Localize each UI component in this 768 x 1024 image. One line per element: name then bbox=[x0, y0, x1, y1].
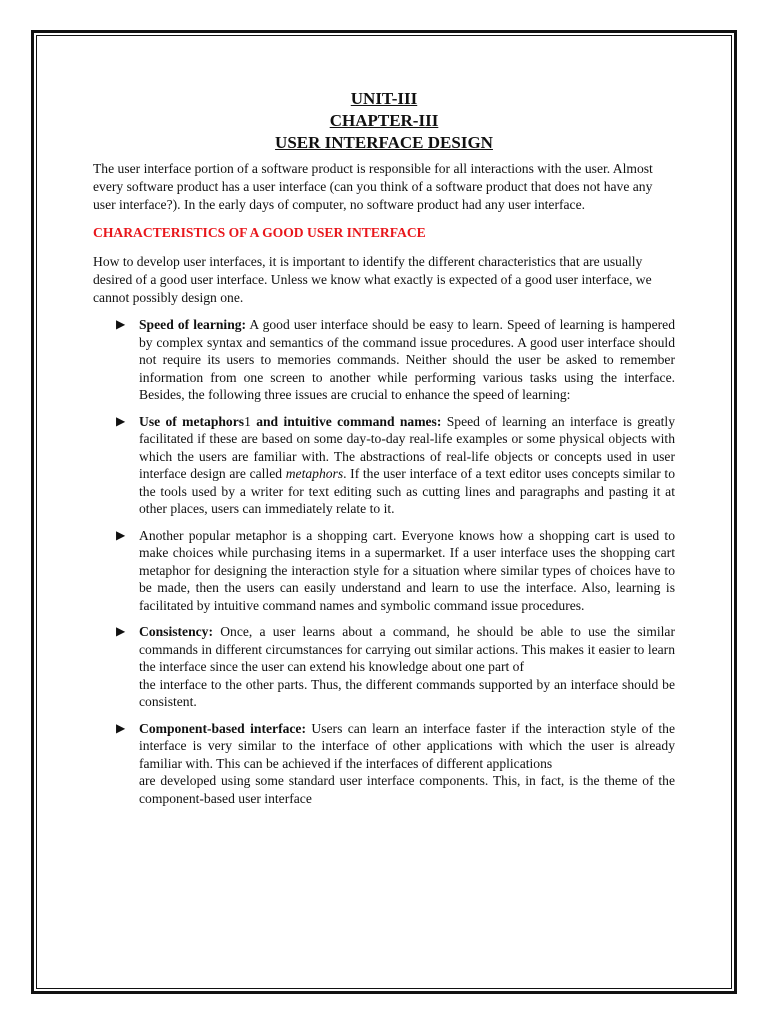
bullet-arrow-icon: ▶ bbox=[116, 527, 126, 542]
bullet-text: Another popular metaphor is a shopping cart. Everyone knows how a shopping cart is used to make choices while purchasing items in a supermarket. If a user interface uses the shopping cart metaphor for designing the interaction style for a situation where similar types of choices have to be made, then the users can easily understand and learn to use the interface. Also, learning is facilitated by intuitive command names and symbolic command issue procedures. bbox=[139, 527, 675, 613]
topic-title: USER INTERFACE DESIGN bbox=[275, 133, 493, 152]
bullet-consistency bbox=[93, 623, 675, 711]
bullet-text: Speed of learning an interface is greatly facilitated if these are based on some day-to-day real-life examples or some physical objects with which the users are familiar with. The abstractions of real-life objects or concepts used in user interface design are called bbox=[139, 413, 675, 481]
intro-paragraph: The user interface portion of a software product is responsible for all interactions with the user. Almost every software product has a user interface (can you think of a software product that does not have any user interface?). In the early days of computer, no software product had any user interface. bbox=[93, 161, 653, 212]
bullet-text-continued: are developed using some standard user interface components. This, in fact, is the theme of the component-based user interface bbox=[139, 773, 675, 806]
title-block bbox=[93, 88, 675, 154]
bullet-text: Once, a user learns about a command, he should be able to use the similar commands in different circumstances for carrying out similar actions. This makes it easier to learn the interface since the user can extend his knowledge about one part of bbox=[139, 624, 675, 674]
bullet-use-of-metaphors bbox=[93, 413, 675, 518]
bullet-arrow-icon: ▶ bbox=[116, 720, 126, 735]
bullet-text: Users can learn an interface faster if the interaction style of the interface is very similar to the interface of other applications with which the user is already familiar with. This can be achieved if the interfaces of different applications bbox=[139, 720, 675, 771]
bullet-term: Component-based interface: bbox=[139, 720, 306, 736]
bullet-arrow-icon: ▶ bbox=[116, 413, 126, 428]
bullet-arrow-icon: ▶ bbox=[116, 624, 126, 638]
document-body bbox=[93, 88, 675, 807]
bullet-term: Speed of learning: bbox=[139, 317, 247, 332]
bullet-term: Consistency: bbox=[139, 624, 214, 639]
bullet-term-continued: and intuitive command names: bbox=[250, 413, 442, 429]
bullet-shopping-cart bbox=[93, 527, 675, 615]
bullet-text-continued: . If the user interface of a text editor uses concepts similar to the tools used by a writer for text editing such as cutting lines and paragraphs and pasting it at other places, users can immediately relate to it. bbox=[139, 466, 676, 516]
footnote-marker: 1 bbox=[244, 413, 251, 429]
bullet-text: A good user interface should be easy to learn. Speed of learning is hampered by complex syntax and semantics of the command issue procedures. A good user interface should not require its users to memories commands. Neither should the user be asked to remember information from one screen to another while performing various tasks using the interface. Besides, the following three issues are crucial to enhance the speed of learning: bbox=[139, 317, 675, 402]
section-intro-paragraph: How to develop user interfaces, it is important to identify the different characteristics that are usually desired of a good user interface. Unless we know what exactly is expected of a good user interface, we cannot possibly design one. bbox=[93, 254, 652, 305]
bullet-component-based-interface bbox=[93, 720, 675, 808]
section-heading: CHARACTERISTICS OF A GOOD USER INTERFACE bbox=[93, 225, 426, 240]
unit-title: UNIT-III bbox=[350, 89, 418, 108]
bullet-term: Use of metaphors bbox=[139, 413, 245, 429]
bullet-text-continued: the interface to the other parts. Thus, the different commands supported by an interface should be consistent. bbox=[139, 676, 675, 709]
bullet-speed-of-learning bbox=[93, 316, 675, 404]
chapter-title: CHAPTER-III bbox=[329, 111, 439, 130]
bullet-arrow-icon: ▶ bbox=[116, 317, 126, 331]
bullet-italic-term: metaphors bbox=[285, 466, 344, 481]
